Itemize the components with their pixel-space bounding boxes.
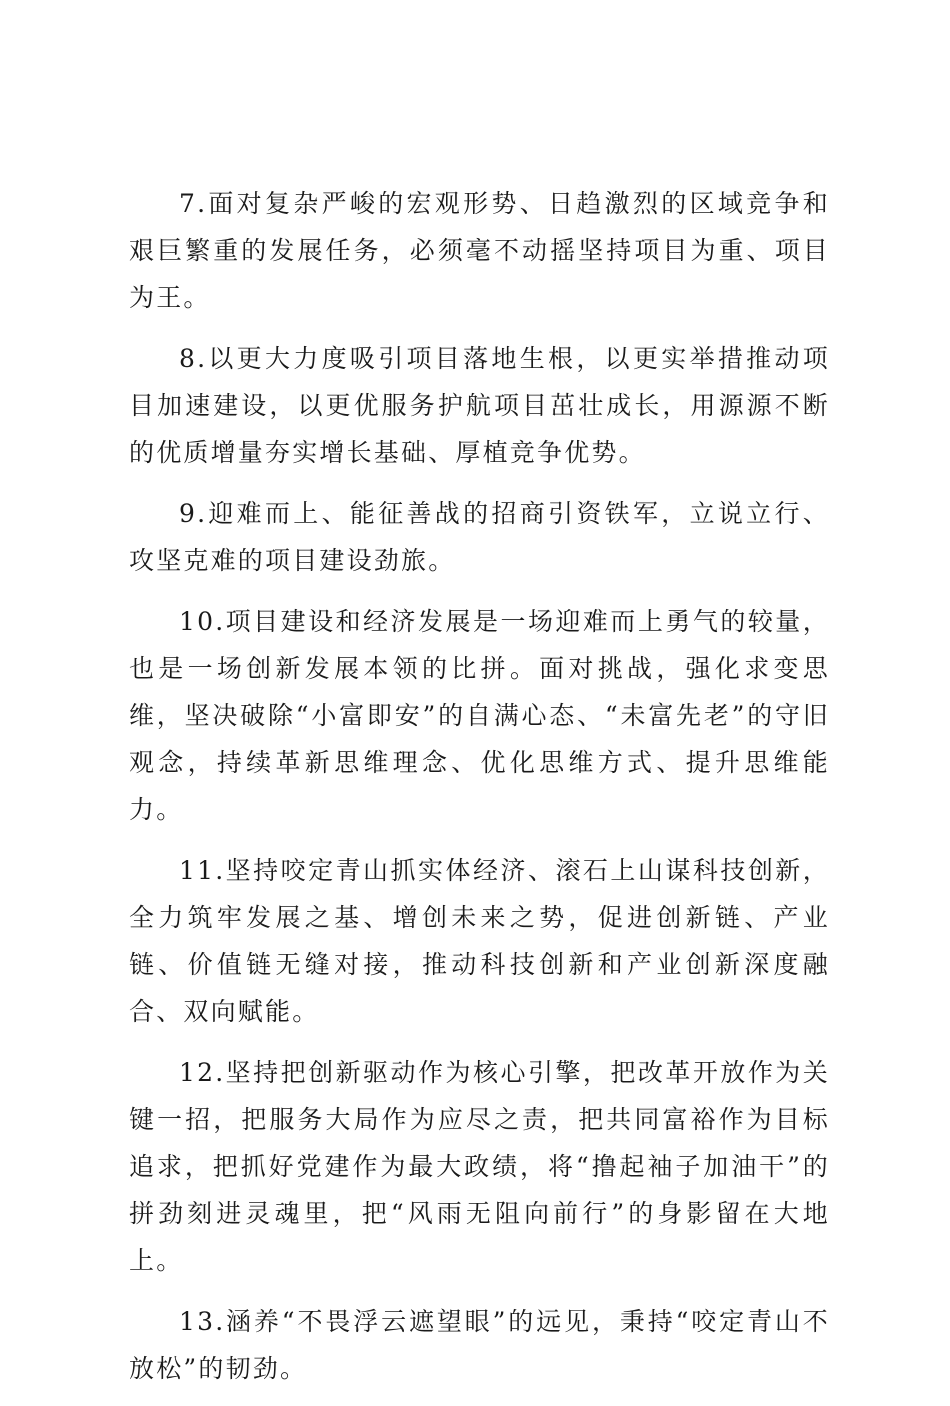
- paragraph-9: 9.迎难而上、能征善战的招商引资铁军，立说立行、攻坚克难的项目建设劲旅。: [129, 499, 830, 575]
- paragraph-8: 8.以更大力度吸引项目落地生根，以更实举措推动项目加速建设，以更优服务护航项目茁壮成长，用源源不断的优质增量夯实增长基础、厚植竞争优势。: [129, 344, 830, 467]
- paragraph-7: 7.面对复杂严峻的宏观形势、日趋激烈的区域竞争和艰巨繁重的发展任务，必须毫不动摇坚持项目为重、项目为王。: [129, 189, 830, 312]
- paragraph-12: 12.坚持把创新驱动作为核心引擎，把改革开放作为关键一招，把服务大局作为应尽之责，把共同富裕作为目标追求，把抓好党建作为最大政绩，将“撸起袖子加油干”的拼劲刻进灵魂里，把“风雨无阻向前行”的身影留在大地上。: [129, 1058, 830, 1275]
- document-body: [129, 180, 830, 1406]
- paragraph-11: 11.坚持咬定青山抓实体经济、滚石上山谋科技创新，全力筑牢发展之基、增创未来之势，促进创新链、产业链、价值链无缝对接，推动科技创新和产业创新深度融合、双向赋能。: [129, 856, 830, 1026]
- paragraph-13: 13.涵养“不畏浮云遮望眼”的远见，秉持“咬定青山不放松”的韧劲。: [129, 1307, 830, 1383]
- paragraph-10: 10.项目建设和经济发展是一场迎难而上勇气的较量，也是一场创新发展本领的比拼。面对挑战，强化求变思维，坚决破除“小富即安”的自满心态、“未富先老”的守旧观念，持续革新思维理念、优化思维方式、提升思维能力。: [129, 607, 830, 824]
